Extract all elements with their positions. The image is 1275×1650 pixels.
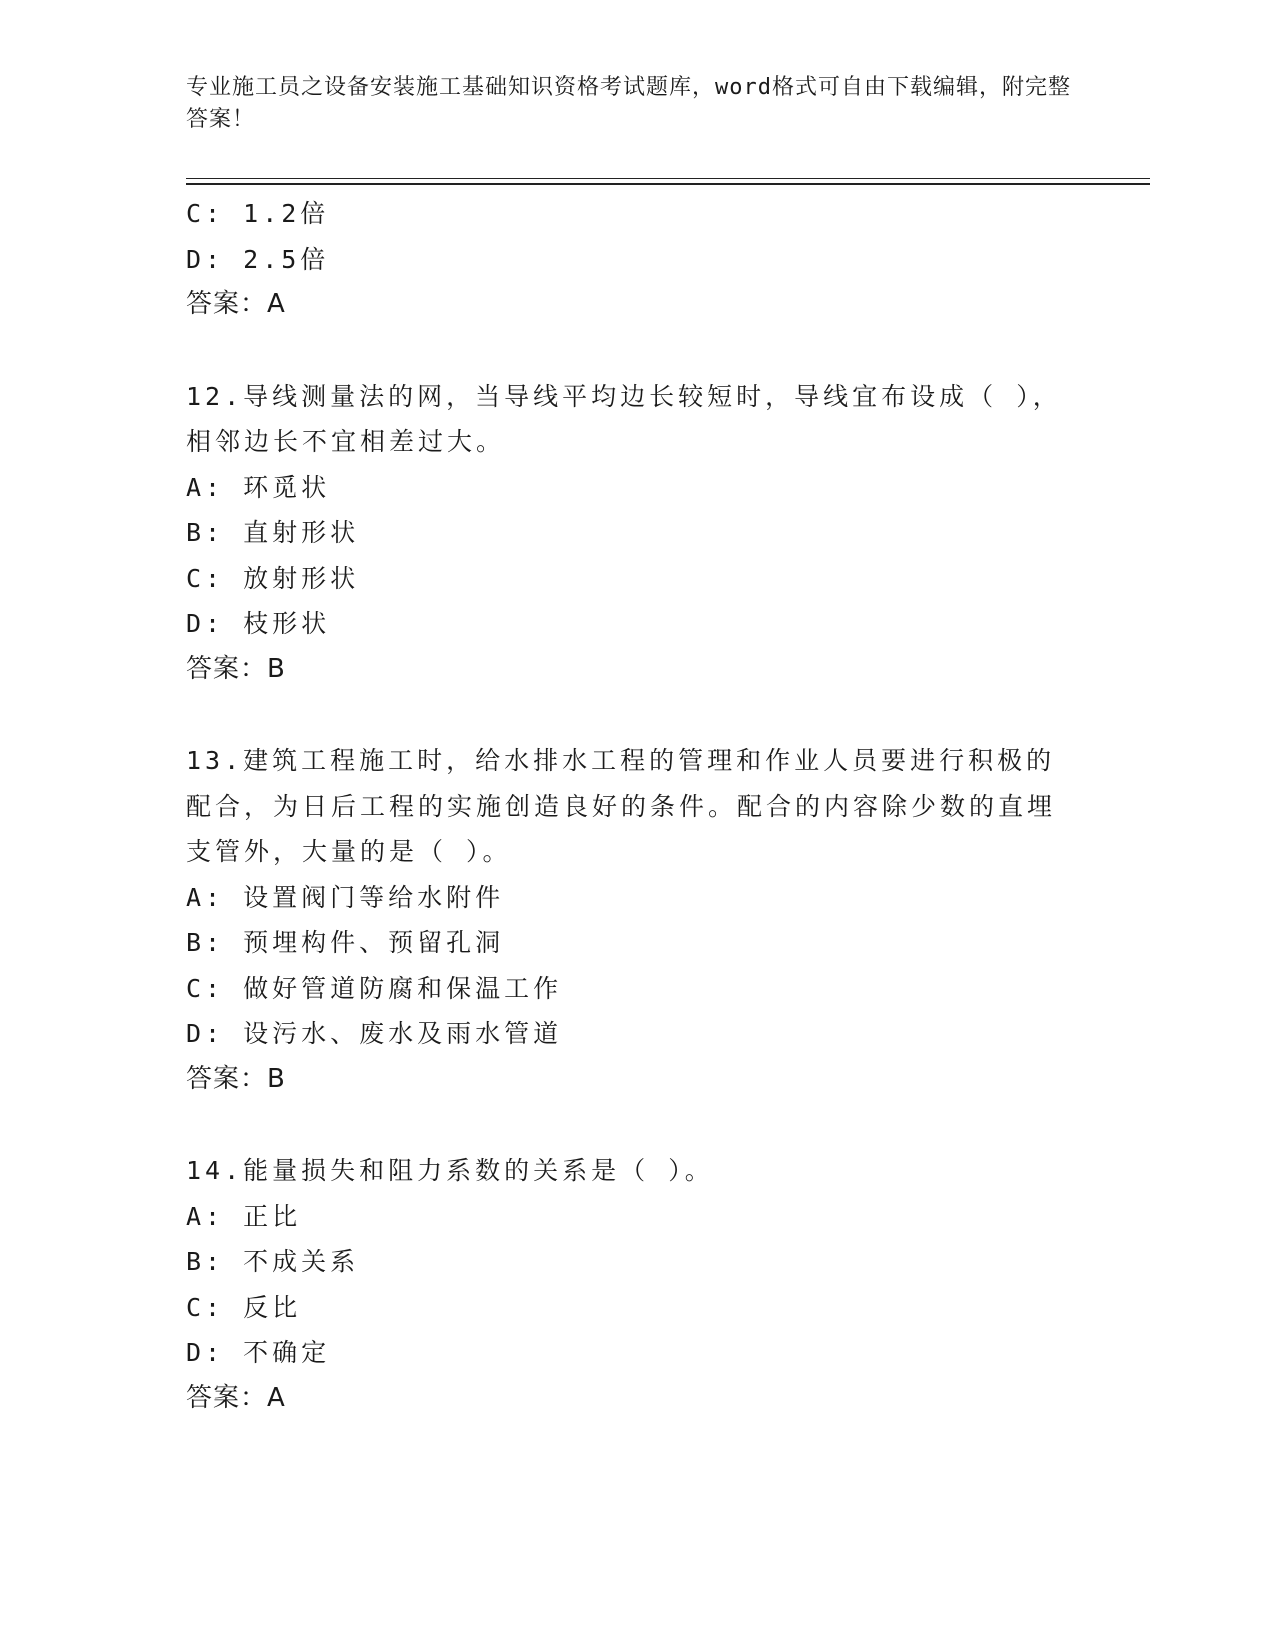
- question-text: 14.能量损失和阻力系数的关系是（ ）。: [186, 1156, 714, 1185]
- question-13: [186, 738, 1076, 1102]
- question-list: [186, 191, 1076, 1421]
- spacer: [186, 328, 1076, 374]
- question-12: [186, 374, 1076, 693]
- option-b: B: 直射形状: [186, 518, 360, 547]
- question-14: [186, 1148, 1076, 1421]
- answer-line: 答案：B: [186, 653, 286, 684]
- option-a: A: 设置阀门等给水附件: [186, 882, 505, 912]
- question-text: 12.导线测量法的网，当导线平均边长较短时，导线宜布设成（ ），相邻边长不宜相差过大。: [186, 381, 1062, 456]
- option-c: C: 反比: [186, 1292, 302, 1322]
- option-d: D: 2.5倍: [186, 244, 330, 274]
- option-c: C: 1.2倍: [186, 199, 330, 228]
- option-d: D: 设污水、废水及雨水管道: [186, 1019, 563, 1048]
- document-header: [186, 72, 1076, 136]
- spacer: [186, 692, 1076, 738]
- option-c: C: 放射形状: [186, 563, 360, 593]
- answer-line: 答案：A: [186, 289, 286, 319]
- answer-line: 答案：A: [186, 1382, 286, 1413]
- header-divider-thin: [186, 178, 1150, 179]
- header-divider-thick: [186, 183, 1150, 185]
- option-d: D: 不确定: [186, 1338, 331, 1367]
- option-a: A: 正比: [186, 1201, 302, 1231]
- answer-line: 答案：B: [186, 1063, 286, 1094]
- header-title: 专业施工员之设备安装施工基础知识资格考试题库，word格式可自由下载编辑，附完整答案！: [186, 75, 1071, 132]
- option-b: B: 预埋构件、预留孔洞: [186, 928, 505, 957]
- spacer: [186, 1102, 1076, 1148]
- option-c: C: 做好管道防腐和保温工作: [186, 973, 563, 1003]
- option-b: B: 不成关系: [186, 1247, 360, 1276]
- question-text: 13.建筑工程施工时，给水排水工程的管理和作业人员要进行积极的配合，为日后工程的实施创造良好的条件。配合的内容除少数的直埋支管外，大量的是（ ）。: [186, 746, 1057, 866]
- previous-question-tail: [186, 191, 1076, 328]
- option-a: A: 环觅状: [186, 472, 331, 502]
- option-d: D: 枝形状: [186, 609, 331, 638]
